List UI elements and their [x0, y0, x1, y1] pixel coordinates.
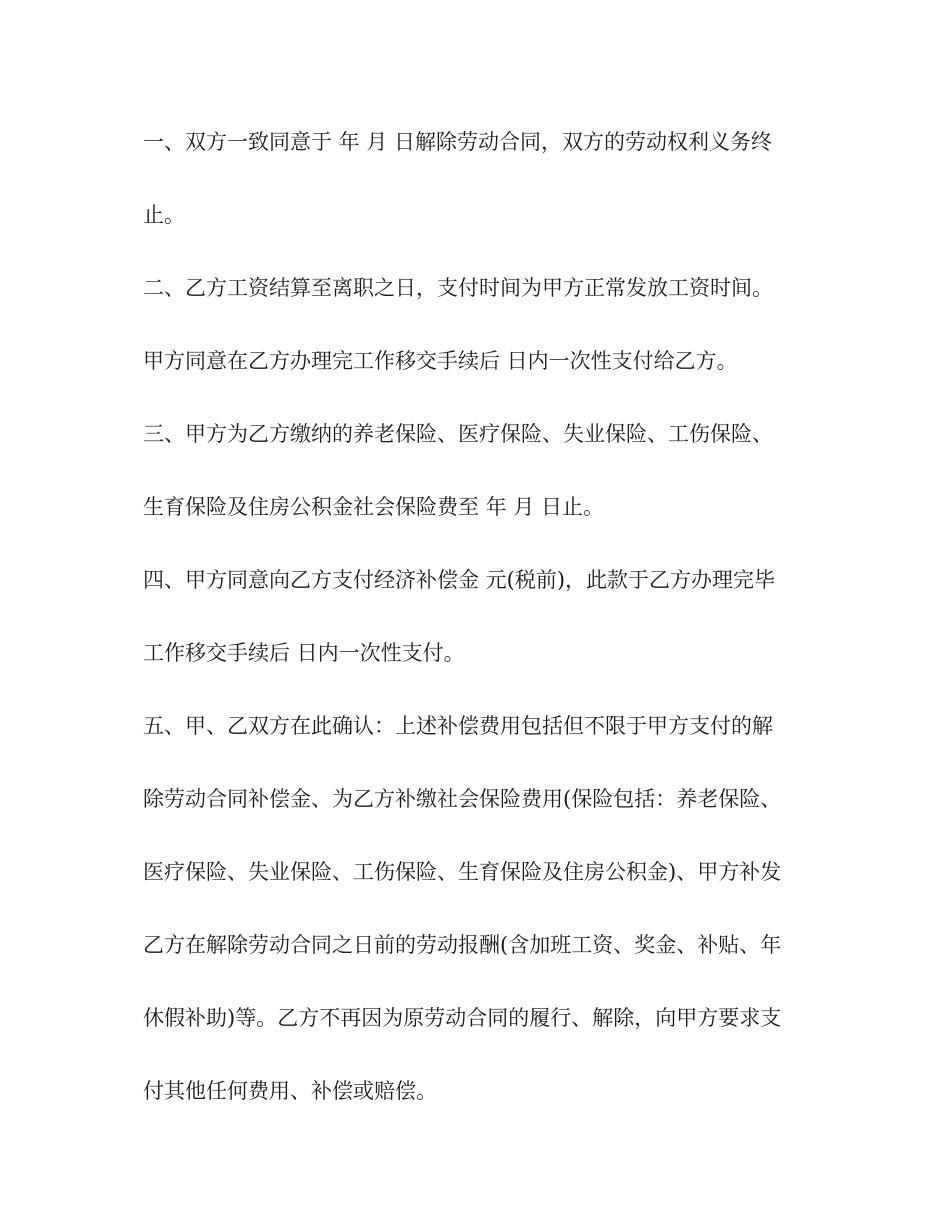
clause-5-line-1: 五、甲、乙双方在此确认：上述补偿费用包括但不限于甲方支付的解 — [143, 714, 773, 738]
clause-5-line-4: 乙方在解除劳动合同之日前的劳动报酬(含加班工资、奖金、补贴、年 — [143, 933, 782, 957]
clause-1-line-2: 止。 — [143, 203, 185, 227]
clause-5-line-2: 除劳动合同补偿金、为乙方补缴社会保险费用(保险包括：养老保险、 — [143, 787, 782, 811]
clause-5-line-5: 休假补助)等。乙方不再因为原劳动合同的履行、解除，向甲方要求支 — [143, 1006, 782, 1030]
clause-5-line-6: 付其他任何费用、补偿或赔偿。 — [143, 1079, 437, 1103]
clause-3-line-2: 生育保险及住房公积金社会保险费至 年 月 日止。 — [143, 495, 605, 519]
clause-4-line-1: 四、甲方同意向乙方支付经济补偿金 元(税前)，此款于乙方办理完毕 — [143, 568, 776, 592]
clause-4-line-2: 工作移交手续后 日内一次性支付。 — [143, 641, 465, 665]
clause-3-line-1: 三、甲方为乙方缴纳的养老保险、医疗保险、失业保险、工伤保险、 — [143, 422, 773, 446]
clause-1-line-1: 一、双方一致同意于 年 月 日解除劳动合同，双方的劳动权利义务终 — [143, 130, 773, 154]
clause-5-line-3: 医疗保险、失业保险、工伤保险、生育保险及住房公积金)、甲方补发 — [143, 860, 782, 884]
clause-2-line-1: 二、乙方工资结算至离职之日，支付时间为甲方正常发放工资时间。 — [143, 276, 773, 300]
clause-2-line-2: 甲方同意在乙方办理完工作移交手续后 日内一次性支付给乙方。 — [143, 349, 738, 373]
